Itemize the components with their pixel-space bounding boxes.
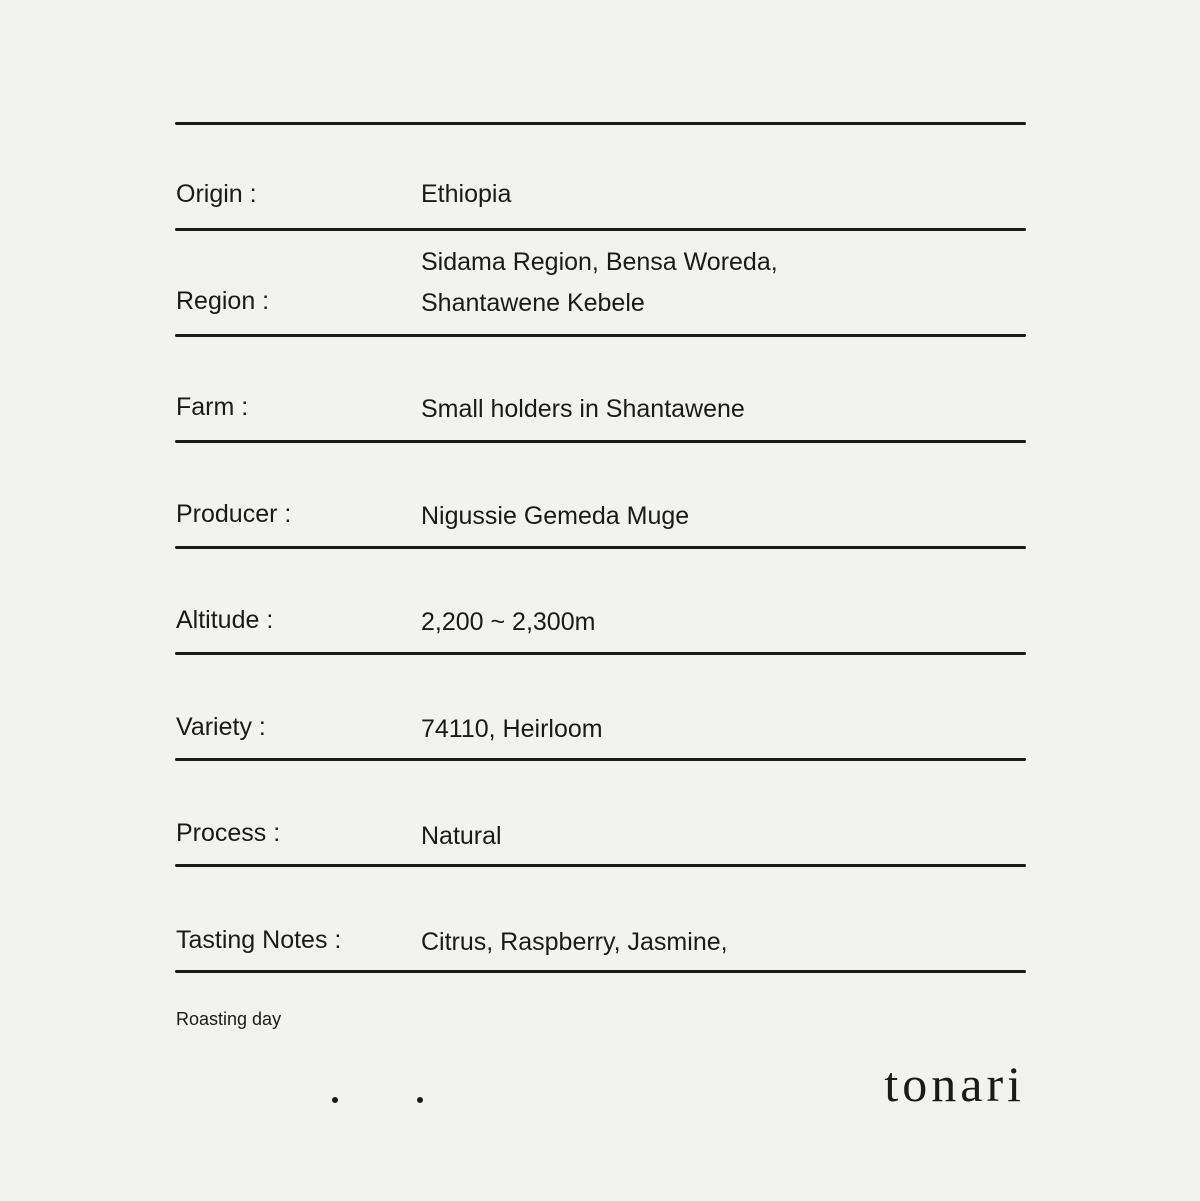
brand-logo: tonari <box>884 1056 1025 1112</box>
region-value-line-1: Sidama Region, Bensa Woreda, <box>421 248 778 276</box>
roasting-date-dot-2 <box>417 1097 423 1103</box>
origin-value: Ethiopia <box>421 180 512 208</box>
divider-top <box>175 122 1026 125</box>
divider-tasting-notes <box>175 970 1026 973</box>
divider-producer <box>175 546 1026 549</box>
producer-label: Producer : <box>176 500 292 528</box>
roasting-date-dot-1 <box>332 1097 338 1103</box>
divider-region <box>175 334 1026 337</box>
tasting-notes-label: Tasting Notes : <box>176 926 342 954</box>
altitude-value: 2,200 ~ 2,300m <box>421 608 596 636</box>
divider-altitude <box>175 652 1026 655</box>
divider-process <box>175 864 1026 867</box>
variety-label: Variety : <box>176 713 266 741</box>
variety-value: 74110, Heirloom <box>421 715 603 743</box>
divider-variety <box>175 758 1026 761</box>
process-value: Natural <box>421 822 502 850</box>
altitude-label: Altitude : <box>176 606 274 634</box>
producer-value: Nigussie Gemeda Muge <box>421 502 690 530</box>
roasting-day-label: Roasting day <box>176 1009 282 1029</box>
divider-origin <box>175 228 1026 231</box>
process-label: Process : <box>176 819 281 847</box>
divider-farm <box>175 440 1026 443</box>
farm-label: Farm : <box>176 393 249 421</box>
origin-label: Origin : <box>176 180 257 208</box>
region-value-line-2: Shantawene Kebele <box>421 289 645 317</box>
region-label: Region : <box>176 287 270 315</box>
farm-value: Small holders in Shantawene <box>421 395 745 423</box>
tasting-notes-value: Citrus, Raspberry, Jasmine, <box>421 928 728 956</box>
